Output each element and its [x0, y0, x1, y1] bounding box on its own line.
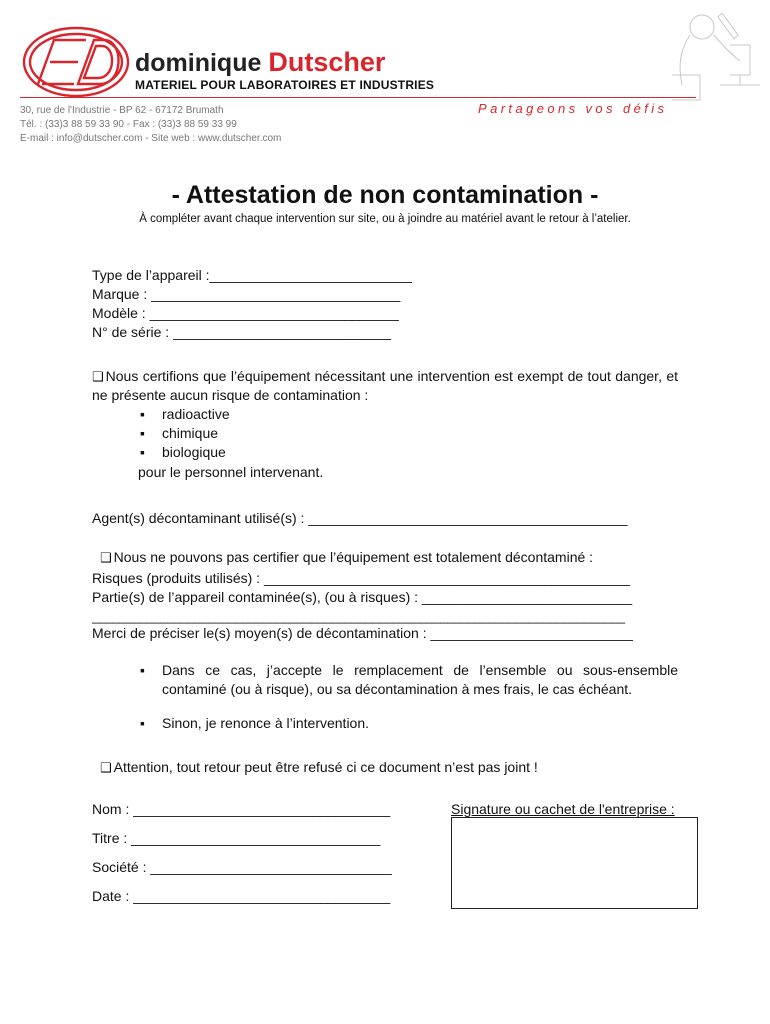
bullet-icon: ▪	[140, 444, 145, 460]
bullet-icon: ▪	[140, 425, 145, 441]
bullet-icon: ▪	[140, 715, 145, 731]
company-field[interactable]: Société : _______________________________	[92, 859, 392, 875]
model-field[interactable]: Modèle : ________________________________	[92, 305, 399, 321]
brand-name	[135, 48, 385, 77]
bullet-icon: ▪	[140, 406, 145, 422]
company-logo	[20, 22, 132, 102]
warning-text: Attention, tout retour peut être refusé ci ce document n’est pas joint !	[113, 759, 538, 775]
bullet-icon: ▪	[140, 662, 145, 678]
device-type-field[interactable]: Type de l’appareil :__________________________	[92, 267, 412, 283]
risks-field[interactable]: Risques (produits utilisés) : _______________________________________________	[92, 570, 630, 586]
microscope-illustration	[660, 5, 765, 105]
checkbox-icon[interactable]: ❑	[92, 369, 104, 384]
certify-text: Nous certifions que l’équipement nécessitant une intervention est exempt de tout danger, et ne présente aucun risque de contamination :	[92, 368, 678, 403]
certify-footer: pour le personnel intervenant.	[138, 464, 324, 480]
contact-address: 30, rue de l'Industrie - BP 62 - 67172 Brumath	[20, 105, 224, 116]
signature-label: Signature ou cachet de l'entreprise :	[451, 801, 675, 817]
page-title: - Attestation de non contamination -	[171, 181, 599, 209]
contact-email-web: E-mail : info@dutscher.com - Site web : www.dutscher.com	[20, 133, 282, 144]
contaminated-parts-field[interactable]: Partie(s) de l’appareil contaminée(s), (ou à risques) : ___________________________	[92, 589, 633, 605]
brand-last-name: Dutscher	[268, 47, 386, 77]
warning-option[interactable]	[100, 758, 538, 777]
name-field[interactable]: Nom : _________________________________	[92, 801, 391, 817]
brand-field[interactable]: Marque : ________________________________	[92, 286, 401, 302]
cannot-certify-option[interactable]	[100, 548, 593, 567]
option-accept: Dans ce cas, j’accepte le remplacement de l’ensemble ou sous-ensemble contaminé (ou à risque), ou sa décontamination à mes frais, le cas échéant.	[162, 662, 678, 697]
title-field[interactable]: Titre : ________________________________	[92, 830, 381, 846]
decontamination-means-field[interactable]: Merci de préciser le(s) moyen(s) de décontamination : __________________________	[92, 625, 633, 641]
checkbox-icon[interactable]: ❑	[100, 550, 112, 565]
page-subtitle: À compléter avant chaque intervention sur site, ou à joindre au matériel avant le retour à l’atelier.	[139, 213, 631, 225]
contact-phone: Tél. : (33)3 88 59 33 90 - Fax : (33)3 88 59 33 99	[20, 119, 237, 130]
signature-box[interactable]	[451, 817, 698, 909]
agents-field[interactable]: Agent(s) décontaminant utilisé(s) : _________________________________________	[92, 510, 628, 526]
slogan: Partageons vos défis	[478, 101, 668, 116]
serial-number-field[interactable]: N° de série : ____________________________	[92, 324, 392, 340]
risk-chemical: chimique	[162, 425, 219, 441]
risk-radioactive: radioactive	[162, 406, 230, 422]
checkbox-icon[interactable]: ❑	[100, 760, 112, 775]
risk-biological: biologique	[162, 444, 226, 460]
header-divider	[20, 97, 696, 98]
brand-tagline: MATERIEL POUR LABORATOIRES ET INDUSTRIES	[135, 78, 435, 92]
option-decline: Sinon, je renonce à l’intervention.	[162, 715, 370, 731]
brand-first-name: dominique	[135, 49, 262, 77]
certify-option[interactable]	[92, 367, 678, 405]
date-field[interactable]: Date : _________________________________	[92, 888, 391, 904]
cannot-certify-text: Nous ne pouvons pas certifier que l’équipement est totalement décontaminé :	[113, 549, 594, 565]
blank-line[interactable]: ______________________________________________________________________________	[92, 609, 625, 624]
